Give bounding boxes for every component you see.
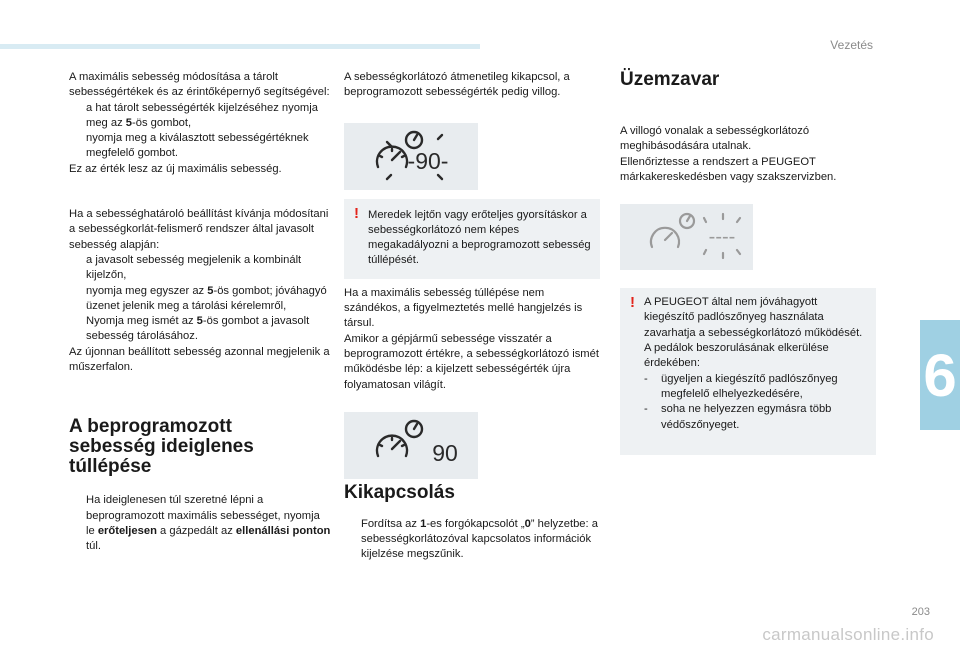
paragraph: A maximális sebesség módosítása a tárolt sebességértékek és az érintőképernyő segítségével: bbox=[69, 71, 330, 99]
paragraph: Ha a maximális sebesség túllépése nem szándékos, a figyelmeztetés mellé hangjelzés is társul. bbox=[344, 286, 583, 330]
dash-list bbox=[644, 372, 868, 433]
bullet-list bbox=[69, 101, 331, 162]
paragraph: Ellenőriztesse a rendszert a PEUGEOT márkakereskedésben vagy szakszervizben. bbox=[620, 155, 837, 183]
limiter-display-steady bbox=[344, 412, 478, 479]
warning-icon: ! bbox=[630, 294, 635, 312]
speedometer-icon bbox=[651, 228, 679, 247]
header-accent-bar bbox=[0, 44, 480, 49]
speed-value: ---- bbox=[708, 226, 736, 249]
limiter-display-fault bbox=[620, 204, 753, 270]
column-2 bbox=[344, 70, 600, 563]
section-heading: A beprogramozott sebesség ideiglenes túllépése bbox=[69, 416, 254, 478]
list-item: Ha ideiglenesen túl szeretné lépni a beprogramozott maximális sebességet, nyomja le erőteljesen a gázpedált az ellenállási ponton túl. bbox=[86, 494, 331, 553]
bullet-list bbox=[344, 517, 600, 563]
chapter-tab: 6 bbox=[920, 320, 960, 430]
list-item: Fordítsa az 1-es forgókapcsolót „0” helyzetbe: a sebességkorlátozóval kapcsolatos információk kijelzése megszűnik. bbox=[361, 517, 598, 561]
section-heading: Kikapcsolás bbox=[344, 481, 455, 503]
paragraph: Ha a sebességhatároló beállítást kívánja módosítani a sebességkorlát-felismerő rendszer által javasolt sebesség alapján: bbox=[69, 208, 329, 251]
section-heading: Üzemzavar bbox=[620, 69, 720, 90]
section-title: Vezetés bbox=[830, 38, 873, 52]
paragraph: A villogó vonalak a sebességkorlátozó meghibásodására utalnak. bbox=[620, 125, 810, 153]
warning-box: ! Meredek lejtőn vagy erőteljes gyorsításkor a sebességkorlátozó nem képes megakadályozni a beprogramozott sebesség túllépését. bbox=[344, 199, 600, 279]
list-item: a hat tárolt sebességérték kijelzéséhez nyomja meg az 5-ös gombot, bbox=[86, 101, 318, 129]
speed-value: -90- bbox=[407, 147, 449, 174]
paragraph: Ez az érték lesz az új maximális sebesség. bbox=[69, 162, 282, 175]
column-1 bbox=[69, 70, 331, 555]
page-number: 203 bbox=[911, 606, 930, 618]
speed-value: 90 bbox=[432, 439, 458, 466]
list-item: nyomja meg egyszer az 5-ös gombot; jóváhagyó üzenet jelenik meg a tárolási kérelemről, bbox=[86, 284, 327, 312]
list-item: - soha ne helyezzen egymásra több védőszőnyeget. bbox=[644, 403, 832, 431]
list-item: nyomja meg a kiválasztott sebességértéknek megfelelő gombot. bbox=[86, 132, 309, 160]
bullet-list bbox=[69, 253, 331, 345]
dash-icon: - bbox=[644, 372, 648, 385]
warning-box: ! A PEUGEOT által nem jóváhagyott kiegészítő padlószőnyeg használata zavarhatja a sebességkorlátozó működését. A pedálok beszorulásának elkerülése érdekében: - ügyeljen a kiegészítő padlószőnyeg megfelelő elhelyezkedésére, - soha ne helyezzen egymásra több védőszőnyeget. bbox=[620, 288, 876, 455]
list-item: a javasolt sebesség megjelenik a kombinált kijelzőn, bbox=[86, 253, 302, 282]
list-item: Nyomja meg ismét az 5-ös gombot a javasolt sebesség tárolásához. bbox=[86, 315, 310, 343]
paragraph: A sebességkorlátozó átmenetileg kikapcsol, a beprogramozott sebességérték pedig villog. bbox=[344, 71, 570, 99]
warning-icon: ! bbox=[354, 204, 359, 222]
paragraph: Amikor a gépjármű sebessége visszatér a beprogramozott értékre, a sebességkorlátozó ismét működésbe lép: a kijelzett sebességérték újra folyamatosan világít. bbox=[344, 332, 599, 391]
bullet-list bbox=[69, 493, 331, 554]
limiter-display-flashing bbox=[344, 123, 478, 190]
dash-icon: - bbox=[644, 403, 648, 416]
paragraph: Az újonnan beállított sebesség azonnal megjelenik a műszerfalon. bbox=[69, 345, 330, 374]
column-3 bbox=[620, 70, 876, 455]
watermark: carmanualsonline.info bbox=[762, 625, 934, 644]
list-item: - ügyeljen a kiegészítő padlószőnyeg megfelelő elhelyezkedésére, bbox=[644, 372, 838, 400]
